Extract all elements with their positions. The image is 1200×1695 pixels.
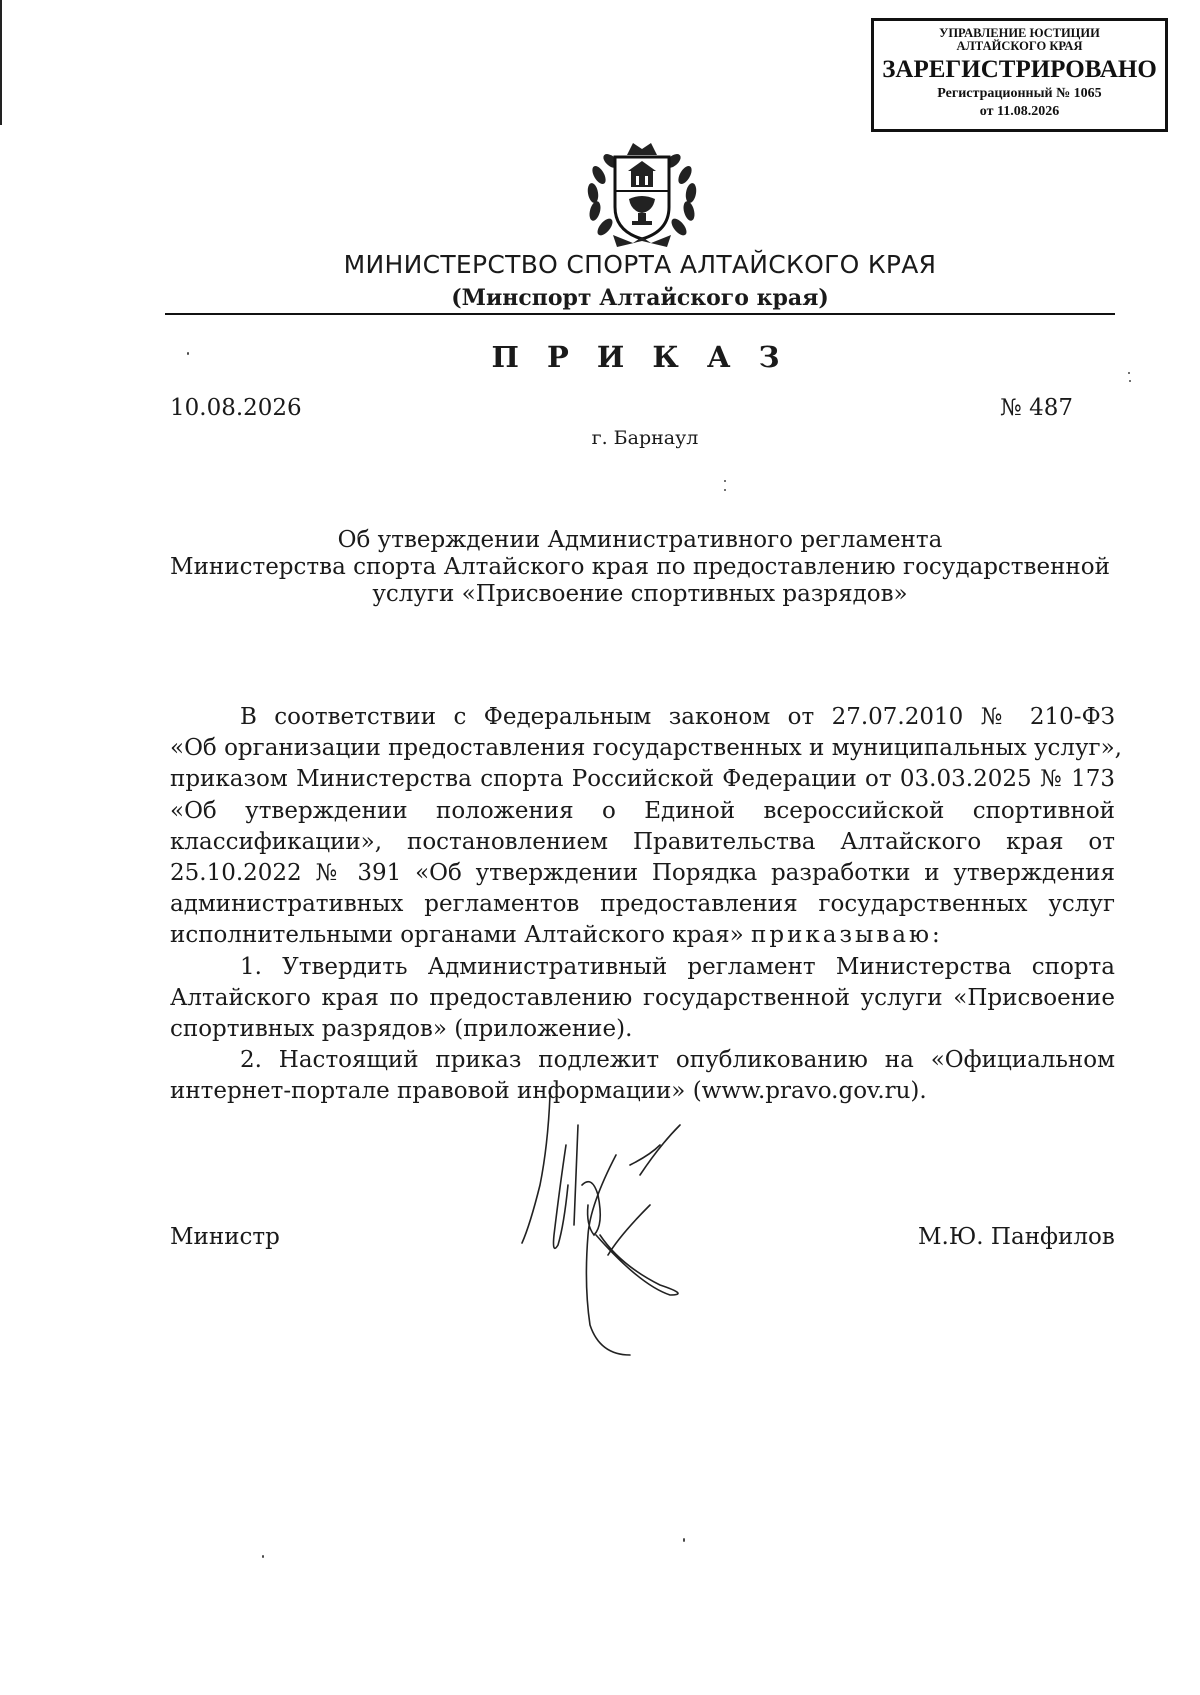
ministry-short-name: (Минспорт Алтайского края) — [451, 285, 829, 311]
body-line: классификации», постановлением Правительства Алтайского края от — [170, 828, 1115, 855]
scan-speck — [262, 1555, 264, 1558]
item-line: 1. Утвердить Административный регламент Министерства спорта — [240, 953, 1115, 980]
scan-speck — [724, 489, 726, 491]
handwritten-signature-icon — [520, 1085, 740, 1370]
body-line: В соответствии с Федеральным законом от 27.07.2010 № 210-ФЗ — [240, 704, 1115, 730]
scan-speck — [724, 480, 726, 482]
order-number: № 487 — [1000, 395, 1073, 421]
body-line — [170, 920, 1115, 951]
stamp-authority-line1: УПРАВЛЕНИЕ ЮСТИЦИИ — [939, 26, 1100, 40]
body-line: «Об организации предоставления государственных и муниципальных услуг», — [170, 735, 1122, 762]
body-line: приказом Министерства спорта Российской Федерации от 03.03.2025 № 173 — [170, 766, 1115, 793]
coat-of-arms-icon — [583, 135, 701, 253]
signatory-role: Министр — [170, 1224, 280, 1250]
order-body — [170, 702, 1122, 1108]
scan-speck — [1129, 380, 1131, 382]
order-date: 10.08.2026 — [170, 395, 302, 421]
order-city: г. Барнаул — [591, 427, 699, 449]
body-line-text: исполнительными органами Алтайского края» — [170, 922, 744, 949]
stamp-reg-number: Регистрационный № 1065 — [937, 86, 1102, 101]
body-line: «Об утверждении положения о Единой всероссийской спортивной — [170, 797, 1115, 824]
subject-line: услуги «Присвоение спортивных разрядов» — [372, 581, 908, 607]
stamp-status: ЗАРЕГИСТРИРОВАНО — [882, 56, 1157, 83]
scan-edge-mark — [0, 0, 2, 125]
order-verb: приказываю: — [751, 922, 943, 949]
stamp-authority-line2: АЛТАЙСКОГО КРАЯ — [956, 39, 1083, 53]
subject-line: Министерства спорта Алтайского края по предоставлению государственной — [170, 554, 1110, 580]
subject-line: Об утверждении Административного регламента — [337, 527, 943, 553]
item-line: спортивных разрядов» (приложение). — [170, 1016, 633, 1043]
stamp-reg-date: от 11.08.2026 — [979, 104, 1060, 119]
body-line: административных регламентов предоставления государственных услуг — [170, 891, 1115, 918]
document-type-title: П Р И К А З — [491, 340, 789, 374]
item-line: Алтайского края по предоставлению государственной услуги «Присвоение — [170, 984, 1115, 1011]
registration-stamp — [871, 18, 1168, 132]
body-line: 25.10.2022 № 391 «Об утверждении Порядка разработки и утверждения — [170, 860, 1115, 887]
scan-speck — [683, 1538, 685, 1542]
signatory-name: М.Ю. Панфилов — [918, 1224, 1115, 1250]
item-line: интернет-портале правовой информации» (www.pravo.gov.ru). — [170, 1078, 927, 1105]
item-line: 2. Настоящий приказ подлежит опубликованию на «Официальном — [240, 1047, 1115, 1074]
order-subject — [150, 527, 1130, 608]
ministry-name: МИНИСТЕРСТВО СПОРТА АЛТАЙСКОГО КРАЯ — [343, 250, 937, 279]
header-divider — [165, 313, 1115, 315]
scan-speck — [1128, 372, 1130, 374]
